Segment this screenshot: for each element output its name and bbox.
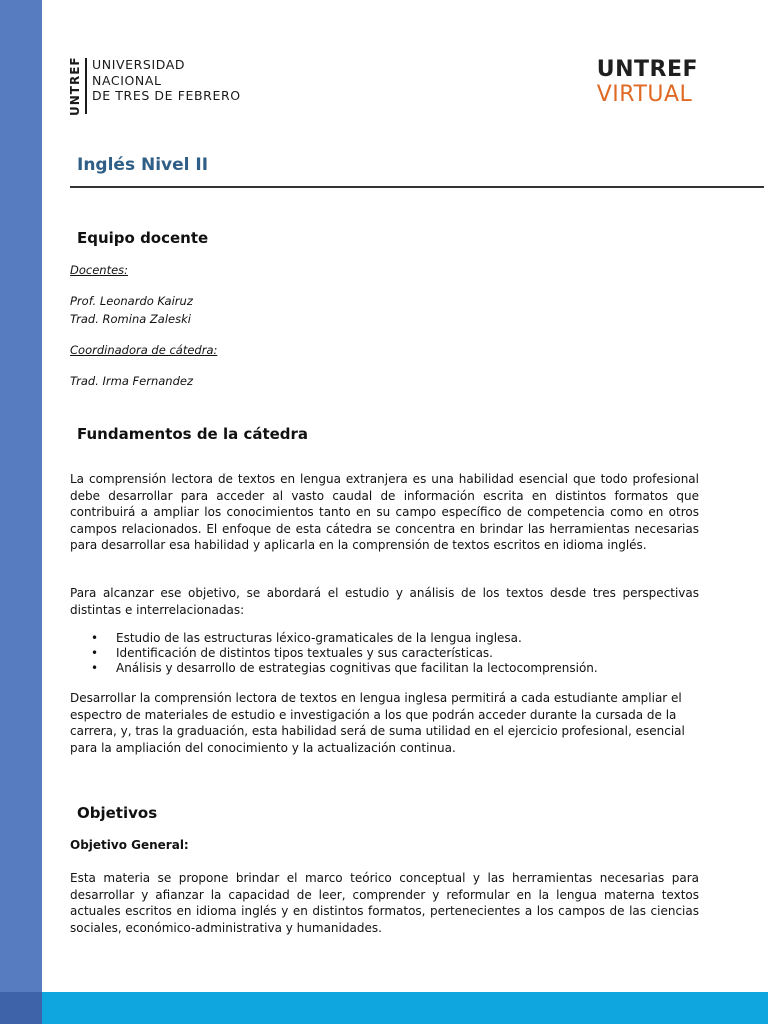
section-heading-equipo: Equipo docente bbox=[77, 229, 209, 247]
title-divider bbox=[70, 186, 764, 188]
untref-university-logo bbox=[68, 58, 241, 116]
bullet-icon: • bbox=[91, 631, 99, 645]
left-bar-bottom-accent bbox=[0, 992, 42, 1024]
coordinadora-name: Trad. Irma Fernandez bbox=[70, 374, 193, 388]
fundamentos-paragraph-1: La comprensión lectora de textos en lengua extranjera es una habilidad esencial que todo profesional debe desarrollar para acceder al vasto caudal de información escrita en distintos formatos que contribuirá a ampliar los conocimientos tanto en su campo específico de competencia como en otros campos relacionados. El enfoque de esta cátedra se concentra en brindar las herramientas necesarias para desarrollar esa habilidad y aplicarla en la comprensión de textos escritos en idioma inglés. bbox=[70, 472, 699, 552]
section-heading-objetivos: Objetivos bbox=[77, 804, 158, 822]
list-item bbox=[70, 661, 710, 676]
list-item-text: Identificación de distintos tipos textuales y sus características. bbox=[116, 646, 493, 660]
bottom-decorative-band bbox=[42, 992, 768, 1024]
university-name-line-2: NACIONAL bbox=[92, 72, 162, 88]
bullet-icon: • bbox=[91, 646, 99, 660]
university-name bbox=[92, 57, 241, 104]
virtual-logo-line-2: VIRTUAL bbox=[596, 82, 693, 107]
university-name-line-1: UNIVERSIDAD bbox=[92, 57, 186, 72]
docente-2: Trad. Romina Zaleski bbox=[70, 312, 191, 326]
virtual-logo-line-1: UNTREF bbox=[596, 57, 698, 82]
list-item-text: Estudio de las estructuras léxico-gramaticales de la lengua inglesa. bbox=[116, 631, 522, 645]
list-item-text: Análisis y desarrollo de estrategias cognitivas que facilitan la lectocomprensión. bbox=[116, 661, 598, 675]
bullet-icon: • bbox=[91, 661, 99, 675]
fundamentos-paragraph-3: Desarrollar la comprensión lectora de textos en lengua inglesa permitirá a cada estudiante ampliar el espectro de materiales de estudio e investigación a los que podrán acceder durante la cursada de la carrera, y, tras la graduación, esta habilidad será de suma utilidad en el ejercicio profesional, esencial para la ampliación del conocimiento y la actualización continua. bbox=[70, 691, 685, 755]
docente-1: Prof. Leonardo Kairuz bbox=[70, 294, 193, 308]
university-name-line-3: DE TRES DE FEBRERO bbox=[92, 88, 241, 103]
fundamentos-paragraph-2: Para alcanzar ese objetivo, se abordará el estudio y análisis de los textos desde tres perspectivas distintas e interrelacionadas: bbox=[70, 586, 699, 617]
perspectivas-list bbox=[70, 631, 710, 676]
untref-vertical-wordmark: UNTREF bbox=[68, 56, 82, 116]
document-title: Inglés Nivel II bbox=[77, 155, 209, 175]
list-item bbox=[70, 646, 710, 661]
left-decorative-bar bbox=[0, 0, 42, 1024]
coordinadora-label: Coordinadora de cátedra: bbox=[70, 343, 218, 357]
docentes-label: Docentes: bbox=[70, 263, 129, 277]
objetivo-general-text: Esta materia se propone brindar el marco teórico conceptual y las herramientas necesarias para desarrollar y afianzar la capacidad de leer, comprender y reformular en la lengua materna textos actuales escritos en idioma inglés y en distintos formatos, pertenecientes a los campos de las ciencias sociales, económico-administrativa y humanidades. bbox=[70, 871, 699, 935]
list-item bbox=[70, 631, 710, 646]
section-heading-fundamentos: Fundamentos de la cátedra bbox=[77, 425, 309, 443]
objetivo-general-label: Objetivo General: bbox=[70, 838, 189, 852]
untref-virtual-logo bbox=[597, 58, 698, 108]
logo-divider bbox=[85, 58, 87, 114]
